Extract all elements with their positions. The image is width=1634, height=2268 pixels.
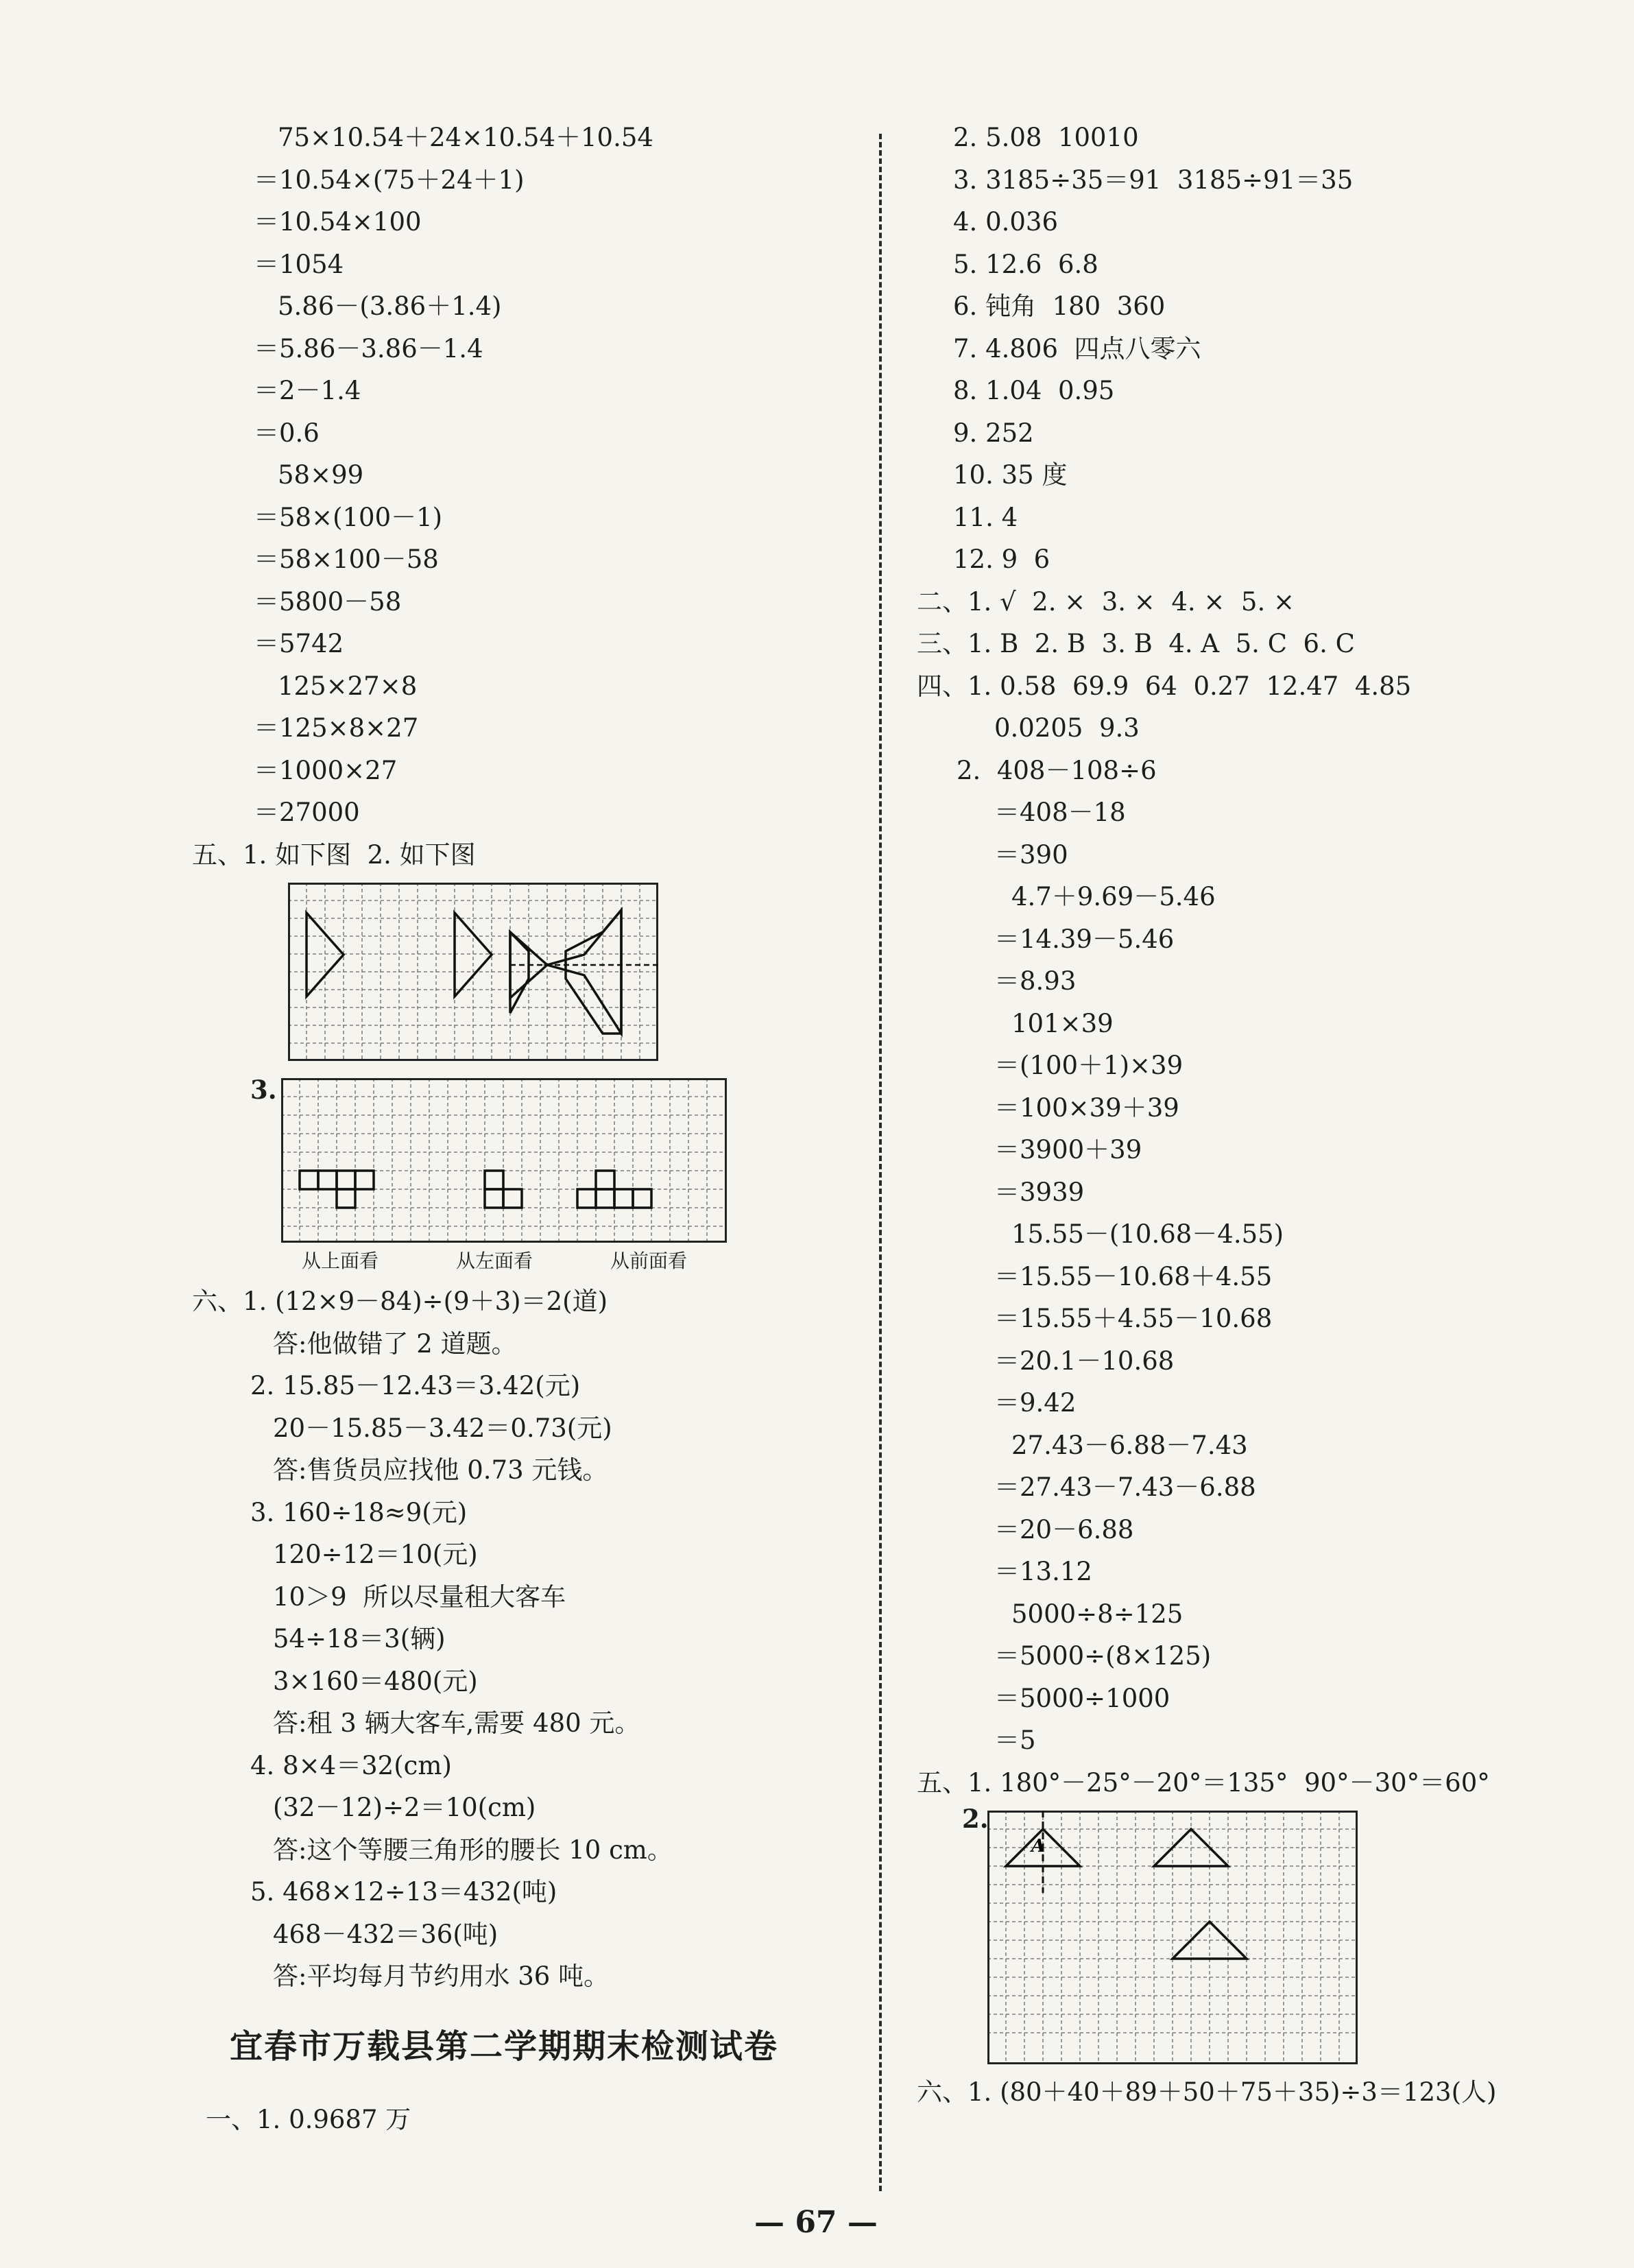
answer-line: 答:售货员应找他 0.73 元钱。 <box>273 1455 608 1485</box>
calc-line: ＝1054 <box>254 249 344 279</box>
answer-line: 7. 4.806 四点八零六 <box>953 333 1201 363</box>
answer-line: 答:平均每月节约用水 36 吨。 <box>273 1961 610 1991</box>
answer-line: 2. 15.85－12.43＝3.42(元) <box>250 1371 581 1400</box>
calc-line: 5000÷8÷125 <box>1011 1599 1184 1629</box>
bowtie-shape <box>510 932 529 1013</box>
calc-line: ＝8.93 <box>994 966 1077 996</box>
calc-line: ＝10.54×(75＋24＋1) <box>254 165 525 195</box>
calc-line: ＝390 <box>994 839 1068 870</box>
calc-line: 4.7＋9.69－5.46 <box>1011 882 1216 911</box>
calc-line: 27.43－6.88－7.43 <box>1011 1430 1248 1460</box>
view-label-left: 从左面看 <box>456 1250 533 1272</box>
answer-line: 0.0205 9.3 <box>994 713 1140 743</box>
calc-line: ＝20－6.88 <box>994 1514 1134 1544</box>
point-a-label: A <box>1031 1836 1046 1857</box>
answer-line: 五、1. 180°－25°－20°＝135° 90°－30°＝60° <box>917 1767 1490 1798</box>
answer-line: 六、1. (12×9－84)÷(9＋3)＝2(道) <box>192 1287 608 1316</box>
answer-line: 5. 12.6 6.8 <box>953 249 1098 279</box>
calc-line: 5.86－(3.86＋1.4) <box>278 291 502 321</box>
item-2-label: 2. <box>962 1804 989 1834</box>
symmetry-grid <box>288 883 672 1061</box>
answer-line: 54÷18＝3(辆) <box>273 1624 446 1654</box>
calc-line: ＝5.86－3.86－1.4 <box>254 333 483 363</box>
answer-line: (32－12)÷2＝10(cm) <box>273 1793 536 1822</box>
answer-line: 答:租 3 辆大客车,需要 480 元。 <box>273 1708 640 1738</box>
answer-line: 10＞9 所以尽量租大客车 <box>273 1581 566 1612</box>
answer-line: 3×160＝480(元) <box>273 1666 478 1696</box>
answer-line: 四、1. 0.58 69.9 64 0.27 12.47 4.85 <box>917 671 1412 701</box>
answer-line: 4. 8×4＝32(cm) <box>250 1750 452 1780</box>
answer-line: 5. 468×12÷13＝432(吨) <box>250 1877 557 1907</box>
answer-line: 2. 408－108÷6 <box>957 755 1157 785</box>
right-column <box>909 117 1594 2114</box>
calc-line: ＝1000×27 <box>254 755 398 785</box>
calc-line: ＝3900＋39 <box>994 1135 1142 1165</box>
answer-line: 12. 9 6 <box>953 545 1050 574</box>
calc-line: 15.55－(10.68－4.55) <box>1011 1219 1284 1249</box>
calc-line: ＝408－18 <box>994 798 1126 827</box>
calc-line: ＝27000 <box>254 798 360 827</box>
calc-line: ＝15.55－10.68＋4.55 <box>994 1261 1273 1291</box>
symmetry-figure <box>199 876 871 1075</box>
calc-line: ＝5800－58 <box>254 586 402 617</box>
answer-line: 4. 0.036 <box>953 207 1058 237</box>
calc-line: ＝5000÷1000 <box>994 1683 1170 1713</box>
three-views-figure <box>199 1075 871 1280</box>
views-grid <box>281 1078 734 1243</box>
answer-line: 二、1. √ 2. × 3. × 4. × 5. × <box>917 586 1295 617</box>
answer-line: 六、1. (80＋40＋89＋50＋75＋35)÷3＝123(人) <box>917 2077 1497 2107</box>
calc-line: ＝58×100－58 <box>254 545 439 574</box>
triangle-grid <box>987 1811 1371 2064</box>
calc-line: ＝125×8×27 <box>254 713 419 743</box>
calc-line: ＝13.12 <box>994 1557 1092 1586</box>
calc-line: 101×39 <box>1011 1008 1114 1038</box>
calc-line: ＝14.39－5.46 <box>994 924 1175 954</box>
calc-line: ＝100×39＋39 <box>994 1093 1179 1123</box>
answer-line: 20－15.85－3.42＝0.73(元) <box>273 1413 612 1443</box>
answer-line: 6. 钝角 180 360 <box>953 291 1166 321</box>
calc-line: ＝20.1－10.68 <box>994 1346 1175 1376</box>
answer-line: 答:这个等腰三角形的腰长 10 cm。 <box>273 1835 673 1865</box>
answer-line: 9. 252 <box>953 418 1034 448</box>
calc-line: ＝3939 <box>994 1177 1085 1207</box>
triangle-figure <box>909 1804 1594 2071</box>
calc-line: ＝5000÷(8×125) <box>994 1641 1212 1671</box>
answer-line: 8. 1.04 0.95 <box>953 376 1115 405</box>
answer-line: 一、1. 0.9687 万 <box>206 2105 411 2134</box>
left-column <box>192 117 871 1998</box>
calc-line: ＝5 <box>994 1726 1036 1755</box>
calc-line: ＝9.42 <box>994 1388 1077 1418</box>
calc-line: ＝5742 <box>254 629 344 658</box>
calc-line: 58×99 <box>278 460 364 490</box>
view-label-top: 从上面看 <box>302 1250 379 1272</box>
answer-line: 11. 4 <box>953 502 1018 532</box>
answer-line: 468－432＝36(吨) <box>273 1919 498 1949</box>
calc-line: 125×27×8 <box>278 671 418 701</box>
answer-line: 120÷12＝10(元) <box>273 1540 478 1569</box>
calc-line: 75×10.54＋24×10.54＋10.54 <box>278 123 653 152</box>
section-5-label: 五、1. 如下图 2. 如下图 <box>192 839 476 870</box>
calc-line: ＝58×(100－1) <box>254 502 443 532</box>
exam-title: 宜春市万载县第二学期期末检测试卷 <box>230 2027 779 2066</box>
calc-line: ＝10.54×100 <box>254 207 422 237</box>
calc-line: ＝(100＋1)×39 <box>994 1051 1184 1080</box>
calc-line: ＝27.43－7.43－6.88 <box>994 1472 1256 1502</box>
calc-line: ＝15.55＋4.55－10.68 <box>994 1304 1273 1333</box>
page-number: — 67 — <box>754 2205 878 2240</box>
item-3-label: 3. <box>250 1075 277 1105</box>
calc-line: ＝0.6 <box>254 418 320 448</box>
view-label-front: 从前面看 <box>610 1250 688 1272</box>
answer-line: 3. 3185÷35＝91 3185÷91＝35 <box>953 165 1354 195</box>
answer-line: 10. 35 度 <box>953 460 1068 490</box>
column-divider <box>879 134 885 2191</box>
answer-line: 2. 5.08 10010 <box>953 123 1139 152</box>
answer-line: 三、1. B 2. B 3. B 4. A 5. C 6. C <box>917 629 1355 658</box>
calc-line: ＝2－1.4 <box>254 376 361 405</box>
answer-line: 3. 160÷18≈9(元) <box>250 1497 468 1527</box>
answer-line: 答:他做错了 2 道题。 <box>273 1328 517 1359</box>
